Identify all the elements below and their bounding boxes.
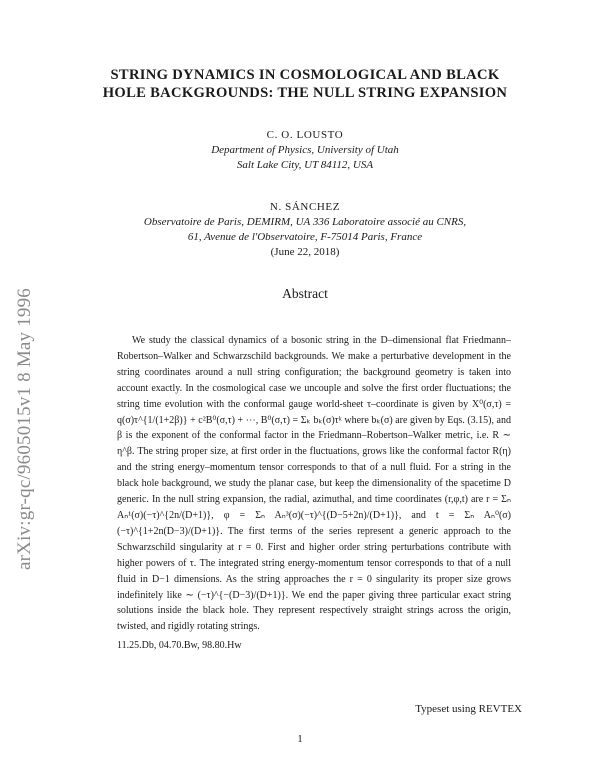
title-line-2: HOLE BACKGROUNDS: THE NULL STRING EXPANSION (102, 85, 508, 101)
page-number: 1 (297, 733, 303, 745)
arxiv-identifier: arXiv:gr-qc/9605015v1 8 May 1996 (14, 287, 35, 570)
pacs-codes: 11.25.Db, 04.70.Bw, 98.80.Hw (117, 640, 242, 651)
author-affiliation: Observatoire de Paris, DEMIRM, UA 336 Laboratoire associé au CNRS, (143, 216, 467, 228)
author-address: 61, Avenue de l'Observatoire, F-75014 Paris, France (187, 231, 423, 243)
author-address: Salt Lake City, UT 84112, USA (236, 159, 374, 171)
typeset-note: Typeset using REVTEX (415, 703, 522, 715)
author-name: N. SÁNCHEZ (269, 201, 341, 213)
abstract-heading: Abstract (282, 286, 328, 301)
title-line-1: STRING DYNAMICS IN COSMOLOGICAL AND BLACK (110, 67, 500, 83)
abstract-paragraph: We study the classical dynamics of a bosonic string in the D–dimensional flat Friedmann–Robertson–Walker and Schwarzschild backgrounds. We make a perturbative development in the string coordinates around a null string configuration; the background geometry is taken into account exactly. In the cosmological case we uncouple and solve the first order fluctuations; the string time evolution with the conformal gauge world-sheet τ–coordinate is given by X⁰(σ,τ) = q(σ)τ^{1/(1+2β)} + c²B⁰(σ,τ) + ⋯, B⁰(σ,τ) = Σₖ bₖ(σ)τᵏ where bₖ(σ) are given by Eqs. (3.15), and β is the exponent of the conformal factor in the Friedmann–Robertson–Walker metric, i.e. R ∼ η^β. The string proper size, at first order in the fluctuations, grows like the conformal factor R(η) and the string energy–momentum tensor corresponds to that of a null fluid. For a string in the black hole background, we study the planar case, but keep the dimensionality of the spacetime D generic. In the null string expansion, the radial, azimuthal, and time coordinates (r,φ,t) are r = Σₙ Aₙ¹(σ)(−τ)^{2n/(D+1)}, φ = Σₙ Aₙ³(σ)(−τ)^{(D−5+2n)/(D+1)}, and t = Σₙ Aₙ⁰(σ)(−τ)^{1+2n(D−3)/(D+1)}. The first terms of the series represent a generic approach to the Schwarzschild singularity at r = 0. First and higher order string perturbations contribute with higher powers of τ. The integrated string energy-momentum tensor corresponds to that of a null fluid in D−1 dimensions. As the string approaches the r = 0 singularity its proper size grows indefinitely like ∼ (−τ)^{−(D−3)/(D+1)}. We end the paper giving three particular exact string solutions inside the black hole. They represent respectively straight strings across the origin, twisted, and rigidly rotating strings. (117, 335, 511, 633)
author-block-1 (60, 128, 550, 173)
paper-title (60, 66, 550, 102)
abstract-body (117, 333, 511, 635)
author-block-2 (60, 200, 550, 260)
date: (June 22, 2018) (270, 246, 340, 258)
author-affiliation: Department of Physics, University of Utah (211, 144, 399, 156)
author-name: C. O. LOUSTO (266, 129, 344, 141)
